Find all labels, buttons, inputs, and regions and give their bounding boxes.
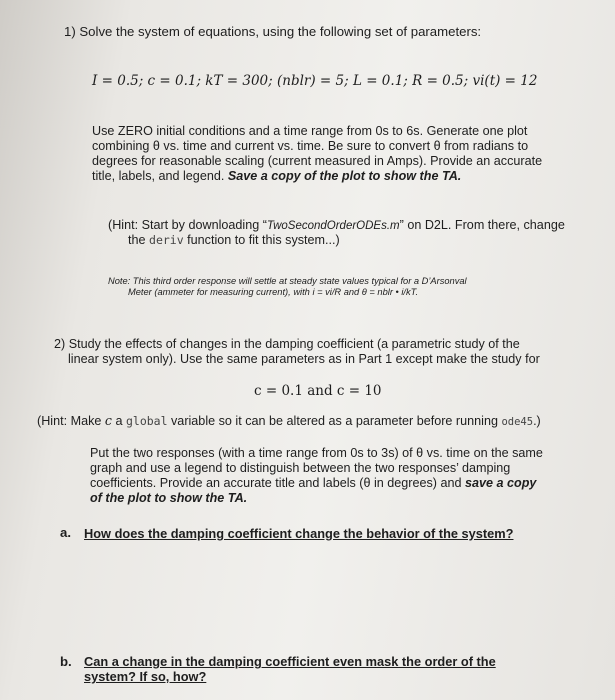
q1-instruction-line-1: Use ZERO initial conditions and a time range from 0s to 6s. Generate one plot [92, 124, 528, 138]
parameter-list: I = 0.5; c = 0.1; kT = 300; (nblr) = 5; L = 0.1; R = 0.5; vi(t) = 12 [92, 73, 538, 89]
part-b-question-line-1: Can a change in the damping coefficient even mask the order of the [84, 654, 496, 669]
q1-instruction-line-4 [92, 169, 461, 184]
q1-instruction-plain: title, labels, and legend. [92, 169, 225, 183]
q1-hint-text-4: function to fit this system...) [183, 233, 340, 247]
part-b-question-line-2: system? If so, how? [84, 669, 207, 684]
q2-instruction-line-2: graph and use a legend to distinguish between the two responses’ damping [90, 461, 511, 475]
q2-hint-text-4: .) [533, 414, 541, 428]
q1-hint-text-2: ” on D2L. From there, change [399, 218, 565, 232]
q1-hint-line-1 [108, 218, 565, 234]
q1-hint-line-2 [128, 233, 340, 248]
question-1-heading: 1) Solve the system of equations, using the following set of parameters: [64, 24, 482, 39]
q2-hint-text-2: a [111, 414, 126, 428]
q2-instruction-plain: coefficients. Provide an accurate title and labels (θ in degrees) and [90, 476, 462, 490]
q1-hint-function-name: deriv [149, 233, 184, 247]
q1-hint-filename: TwoSecondOrderODEs.m [266, 220, 400, 232]
part-b-label: b. [60, 654, 72, 669]
q2-instruction-line-3 [90, 476, 536, 491]
q1-instruction-line-2: combining θ vs. time and current vs. time. Be sure to convert θ from radians to [92, 139, 529, 153]
q2-hint [37, 413, 541, 430]
q2-instruction-line-1: Put the two responses (with a time range from 0s to 3s) of θ vs. time on the same [90, 446, 543, 460]
q1-hint-text-3: the [128, 233, 150, 247]
q2-hint-text-3: variable so it can be altered as a parameter before running [167, 414, 502, 428]
q1-instruction-line-3: degrees for reasonable scaling (current measured in Amps). Provide an accurate [92, 154, 543, 168]
q2-hint-variable: c [104, 413, 112, 428]
q2-instruction-line-4: of the plot to show the TA. [90, 491, 248, 505]
question-2-line-2: linear system only). Use the same parameters as in Part 1 except make the study for [68, 352, 540, 366]
damping-values: c = 0.1 and c = 10 [254, 383, 382, 399]
q2-hint-text: (Hint: Make [37, 414, 105, 428]
q1-note-line-1: Note: This third order response will settle at steady state values typical for a D’Arsonval [108, 276, 467, 286]
question-2-line-1: 2) Study the effects of changes in the damping coefficient (a parametric study of the [54, 337, 520, 351]
q2-hint-keyword: global [125, 414, 168, 428]
part-a-label: a. [60, 525, 71, 540]
q1-note-line-2: Meter (ammeter for measuring current), with i = vi/R and θ = nblr • i/kT. [128, 287, 419, 297]
q2-hint-solver: ode45 [501, 416, 534, 428]
q1-hint-text: (Hint: Start by downloading “ [108, 218, 267, 232]
q2-instruction-emphasis: save a copy [465, 476, 537, 490]
part-a-question: How does the damping coefficient change the behavior of the system? [84, 526, 514, 541]
q1-instruction-emphasis: Save a copy of the plot to show the TA. [227, 169, 462, 183]
